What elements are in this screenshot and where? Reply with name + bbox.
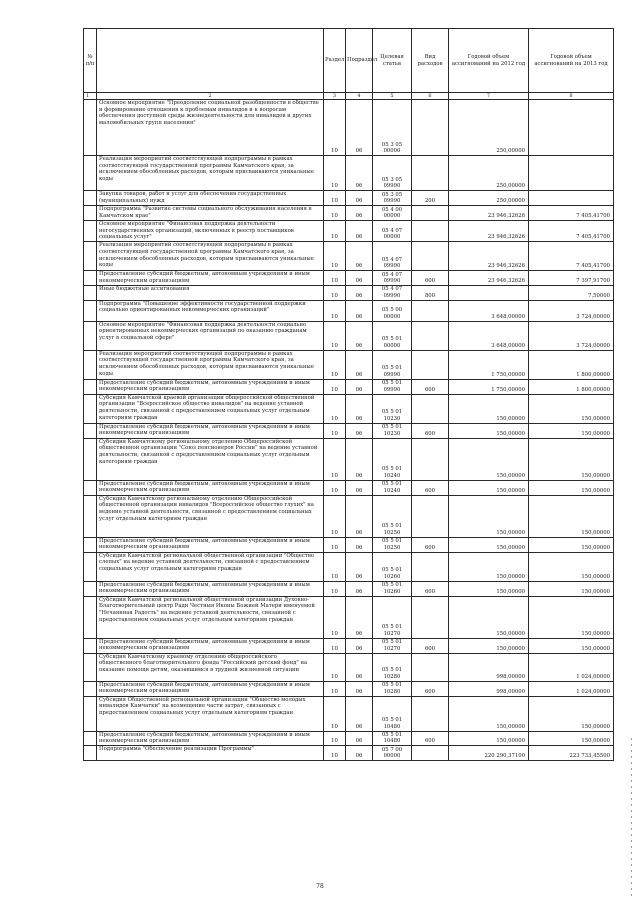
column-number: 2: [97, 93, 324, 100]
col-number-cell: [84, 581, 97, 596]
table-row: [84, 242, 614, 271]
col-number-cell: [84, 596, 97, 638]
row-amount-2013: 150,00000: [529, 394, 614, 423]
col-number-cell: [84, 242, 97, 271]
col-number-cell: [84, 221, 97, 242]
table-row: [84, 423, 614, 438]
row-amount-2012: 3 648,00000: [449, 321, 529, 350]
row-amount-2012: 250,00000: [449, 191, 529, 206]
row-target-article: 05 5 01 10240: [373, 480, 412, 495]
col-number-cell: [84, 653, 97, 681]
row-podrazdel: 06: [346, 350, 373, 379]
row-target-article: 05 5 01 10270: [373, 638, 412, 653]
row-expense-type: 600: [412, 638, 449, 653]
col-number-cell: [84, 271, 97, 286]
table-row: [84, 480, 614, 495]
table-row: [84, 681, 614, 696]
row-name: Субсидия Камчатской региональной общественной организации "Общество слепых" на ведение уставной деятельности, связанной с предоставлением социальных услуг отдельным категориям граждан: [97, 552, 324, 581]
row-podrazdel: 06: [346, 681, 373, 696]
table-row: [84, 596, 614, 638]
row-target-article: 05 3 05 09990: [373, 191, 412, 206]
row-expense-type: [412, 300, 449, 321]
row-razdel: 10: [324, 696, 346, 731]
row-amount-2012: 23 946,32626: [449, 242, 529, 271]
col-number-cell: [84, 191, 97, 206]
row-name: Подпрограмма "Обеспечение реализации Программы": [97, 745, 324, 760]
row-name: Предоставление субсидий бюджетным, автономным учреждениям и иным некоммерческим организациям: [97, 379, 324, 394]
row-amount-2012: 150,00000: [449, 731, 529, 745]
column-numbers-row: [84, 93, 614, 100]
row-expense-type: [412, 552, 449, 581]
table-row: [84, 379, 614, 394]
row-amount-2013: 150,00000: [529, 537, 614, 552]
row-expense-type: 600: [412, 731, 449, 745]
row-amount-2013: 223 733,45500: [529, 745, 614, 760]
row-expense-type: 600: [412, 581, 449, 596]
row-name: Предоставление субсидий бюджетным, автономным учреждениям и иным некоммерческим организациям: [97, 423, 324, 438]
row-amount-2013: 150,00000: [529, 423, 614, 438]
row-razdel: 10: [324, 731, 346, 745]
row-amount-2012: 998,00000: [449, 653, 529, 681]
row-amount-2013: 150,00000: [529, 495, 614, 537]
header-col-number: № п/п: [84, 29, 97, 93]
row-razdel: 10: [324, 638, 346, 653]
row-amount-2012: 150,00000: [449, 438, 529, 480]
row-podrazdel: 06: [346, 221, 373, 242]
col-number-cell: [84, 438, 97, 480]
col-number-cell: [84, 696, 97, 731]
row-expense-type: [412, 206, 449, 221]
column-number: 1: [84, 93, 97, 100]
row-amount-2013: 7 405,41700: [529, 242, 614, 271]
row-amount-2012: 1 750,00000: [449, 350, 529, 379]
col-number-cell: [84, 495, 97, 537]
row-expense-type: [412, 438, 449, 480]
row-name: Подпрограмма "Развитие системы социального обслуживания населения в Камчатском крае": [97, 206, 324, 221]
row-amount-2012: 150,00000: [449, 696, 529, 731]
table-row: [84, 300, 614, 321]
row-name: Предоставление субсидий бюджетным, автономным учреждениям и иным некоммерческим организациям: [97, 581, 324, 596]
row-expense-type: [412, 156, 449, 191]
row-expense-type: [412, 745, 449, 760]
row-expense-type: [412, 495, 449, 537]
row-name: Субсидия Камчатскому краевому отделению общероссийского общественного благотворительного фонда "Российский детский фонд" на оказание помощи детям, оказавшимся в трудной жизненной ситуации: [97, 653, 324, 681]
col-number-cell: [84, 379, 97, 394]
row-razdel: 10: [324, 221, 346, 242]
row-razdel: 10: [324, 423, 346, 438]
row-amount-2012: 250,00000: [449, 156, 529, 191]
row-podrazdel: 06: [346, 696, 373, 731]
row-target-article: 05 5 01 10480: [373, 696, 412, 731]
row-target-article: 05 5 01 10230: [373, 394, 412, 423]
row-name: Реализация мероприятий соответствующей подпрограммы в рамках соответствующей государственной программы Камчатского края, за исключением обособленных расходов, которым присваиваются уникальные коды: [97, 156, 324, 191]
row-podrazdel: 06: [346, 495, 373, 537]
row-amount-2013: 1 024,00000: [529, 681, 614, 696]
row-podrazdel: 06: [346, 423, 373, 438]
row-razdel: 10: [324, 480, 346, 495]
row-amount-2013: 7 397,91700: [529, 271, 614, 286]
row-expense-type: 800: [412, 286, 449, 300]
row-expense-type: [412, 100, 449, 156]
row-target-article: 05 5 01 10280: [373, 681, 412, 696]
col-number-cell: [84, 350, 97, 379]
column-number: 6: [412, 93, 449, 100]
col-number-cell: [84, 537, 97, 552]
row-amount-2012: [449, 286, 529, 300]
row-name: Предоставление субсидий бюджетным, автономным учреждениям и иным некоммерческим организациям: [97, 681, 324, 696]
col-number-cell: [84, 394, 97, 423]
row-razdel: 10: [324, 596, 346, 638]
column-number: 3: [324, 93, 346, 100]
row-amount-2013: 1 800,00000: [529, 379, 614, 394]
page-number: 78: [316, 883, 324, 890]
row-razdel: 10: [324, 191, 346, 206]
row-razdel: 10: [324, 100, 346, 156]
row-razdel: 10: [324, 581, 346, 596]
header-col-razdel: Раздел: [324, 29, 346, 93]
row-name: Субсидия Камчатской краевой организации общероссийской общественной организации "Всероссийское общество инвалидов" на ведение уставной деятельности, связанной с предоставлением социальных услуг отдельным категориям граждан: [97, 394, 324, 423]
row-target-article: 05 5 01 09990: [373, 379, 412, 394]
row-amount-2012: 23 946,32626: [449, 206, 529, 221]
row-podrazdel: 06: [346, 596, 373, 638]
row-target-article: 05 4 07 09990: [373, 271, 412, 286]
row-amount-2013: 7,50000: [529, 286, 614, 300]
row-expense-type: 600: [412, 271, 449, 286]
row-razdel: 10: [324, 156, 346, 191]
row-target-article: 05 5 01 10280: [373, 653, 412, 681]
row-target-article: 05 3 05 09990: [373, 156, 412, 191]
row-amount-2012: 150,00000: [449, 537, 529, 552]
col-number-cell: [84, 681, 97, 696]
row-podrazdel: 06: [346, 745, 373, 760]
row-amount-2012: 150,00000: [449, 638, 529, 653]
table-row: [84, 438, 614, 480]
row-target-article: 05 5 01 10230: [373, 423, 412, 438]
row-name: Предоставление субсидий бюджетным, автономным учреждениям и иным некоммерческим организациям: [97, 271, 324, 286]
row-razdel: 10: [324, 537, 346, 552]
row-name: Основное мероприятие "Преодоление социальной разобщенности в обществе и формирование отношения к проблемам инвалидов и к вопросам обеспечения доступной среды жизнедеятельности для инвалидов и других маломобильных групп населения": [97, 100, 324, 156]
table-row: [84, 394, 614, 423]
row-razdel: 10: [324, 350, 346, 379]
table-row: [84, 745, 614, 760]
row-target-article: 05 3 05 00000: [373, 100, 412, 156]
row-amount-2013: 150,00000: [529, 552, 614, 581]
row-expense-type: [412, 696, 449, 731]
row-podrazdel: 06: [346, 438, 373, 480]
col-number-cell: [84, 321, 97, 350]
col-number-cell: [84, 423, 97, 438]
budget-table: [83, 28, 614, 761]
column-number: 5: [373, 93, 412, 100]
column-number: 8: [529, 93, 614, 100]
row-podrazdel: 06: [346, 191, 373, 206]
row-razdel: 10: [324, 271, 346, 286]
row-amount-2012: 150,00000: [449, 480, 529, 495]
col-number-cell: [84, 100, 97, 156]
row-podrazdel: 06: [346, 321, 373, 350]
row-amount-2013: [529, 191, 614, 206]
column-number: 7: [449, 93, 529, 100]
row-amount-2013: 150,00000: [529, 638, 614, 653]
row-target-article: 05 5 01 10250: [373, 495, 412, 537]
row-name: Подпрограмма "Повышение эффективности государственной поддержки социально ориентированных некоммерческих организаций": [97, 300, 324, 321]
row-target-article: 05 5 01 09990: [373, 350, 412, 379]
row-amount-2012: 3 648,00000: [449, 300, 529, 321]
row-name: Закупка товаров, работ и услуг для обеспечения государственных (муниципальных) нужд: [97, 191, 324, 206]
column-number: 4: [346, 93, 373, 100]
row-name: Субсидия Камчатскому региональному отделению Общероссийской общественной организации инвалидов "Всероссийское общество глухих" на ведение уставной деятельности, связанной с предоставлением социальных услуг отдельным категориям граждан: [97, 495, 324, 537]
row-razdel: 10: [324, 286, 346, 300]
row-amount-2013: 150,00000: [529, 596, 614, 638]
table-row: [84, 156, 614, 191]
row-name: Реализация мероприятий соответствующей подпрограммы в рамках соответствующей государственной программы Камчатского края, за исключением обособленных расходов, которым присваиваются уникальные коды: [97, 350, 324, 379]
row-expense-type: 600: [412, 480, 449, 495]
row-podrazdel: 06: [346, 537, 373, 552]
row-razdel: 10: [324, 300, 346, 321]
row-amount-2013: 150,00000: [529, 480, 614, 495]
row-expense-type: [412, 394, 449, 423]
row-expense-type: [412, 596, 449, 638]
row-razdel: 10: [324, 495, 346, 537]
col-number-cell: [84, 552, 97, 581]
row-podrazdel: 06: [346, 379, 373, 394]
row-podrazdel: 06: [346, 581, 373, 596]
row-razdel: 10: [324, 681, 346, 696]
row-expense-type: 600: [412, 379, 449, 394]
row-expense-type: 200: [412, 191, 449, 206]
col-number-cell: [84, 745, 97, 760]
row-podrazdel: 06: [346, 242, 373, 271]
row-target-article: 05 5 00 00000: [373, 300, 412, 321]
row-name: Предоставление субсидий бюджетным, автономным учреждениям и иным некоммерческим организациям: [97, 537, 324, 552]
row-podrazdel: 06: [346, 271, 373, 286]
row-amount-2012: 1 750,00000: [449, 379, 529, 394]
row-podrazdel: 06: [346, 653, 373, 681]
row-name: Субсидия Камчатскому региональному отделению Общероссийской общественной организации "Союз пенсионеров России" на ведение уставной деятельности, связанной с предоставлением социальных услуг отдельным категориям граждан: [97, 438, 324, 480]
row-amount-2013: 7 405,41700: [529, 206, 614, 221]
row-expense-type: 600: [412, 537, 449, 552]
row-razdel: 10: [324, 321, 346, 350]
col-number-cell: [84, 156, 97, 191]
row-podrazdel: 06: [346, 206, 373, 221]
row-name: Основное мероприятие "Финансовая поддержка деятельности социально ориентированных некоммерческих организаций по оказанию гражданам услуг в социальной сфере": [97, 321, 324, 350]
row-amount-2013: [529, 156, 614, 191]
row-razdel: 10: [324, 242, 346, 271]
row-amount-2013: 1 800,00000: [529, 350, 614, 379]
row-amount-2012: 150,00000: [449, 423, 529, 438]
table-row: [84, 321, 614, 350]
row-podrazdel: 06: [346, 480, 373, 495]
row-target-article: 05 5 01 10480: [373, 731, 412, 745]
col-number-cell: [84, 480, 97, 495]
header-col-article: Целевая статья: [373, 29, 412, 93]
row-razdel: 10: [324, 552, 346, 581]
row-name: Иные бюджетные ассигнования: [97, 286, 324, 300]
header-col-expense-type: Вид расходов: [412, 29, 449, 93]
col-number-cell: [84, 286, 97, 300]
row-podrazdel: 06: [346, 286, 373, 300]
row-expense-type: [412, 653, 449, 681]
table-row: [84, 552, 614, 581]
row-target-article: 05 5 01 10240: [373, 438, 412, 480]
row-amount-2013: 150,00000: [529, 731, 614, 745]
row-amount-2013: 7 405,41700: [529, 221, 614, 242]
row-amount-2012: 23 946,32626: [449, 271, 529, 286]
row-name: Субсидия Общественной региональной организации "Общество молодых инвалидов Камчатки" на возмещение части затрат, связанных с предоставлением социальных услуг отдельным категориям граждан: [97, 696, 324, 731]
row-amount-2013: [529, 100, 614, 156]
col-number-cell: [84, 206, 97, 221]
row-amount-2012: 150,00000: [449, 552, 529, 581]
row-amount-2012: 250,00000: [449, 100, 529, 156]
table-row: [84, 537, 614, 552]
row-expense-type: 600: [412, 423, 449, 438]
table-row: [84, 100, 614, 156]
row-amount-2012: 150,00000: [449, 394, 529, 423]
row-name: Основное мероприятие "Финансовая поддержка деятельности негосударственных организаций, включенных в реестр поставщиков социальных услуг": [97, 221, 324, 242]
row-amount-2013: 150,00000: [529, 438, 614, 480]
row-razdel: 10: [324, 745, 346, 760]
row-razdel: 10: [324, 206, 346, 221]
row-amount-2013: 150,00000: [529, 581, 614, 596]
table-header: [84, 29, 614, 93]
row-expense-type: [412, 321, 449, 350]
table-row: [84, 271, 614, 286]
table-body: [84, 93, 614, 761]
row-amount-2012: 998,00000: [449, 681, 529, 696]
table-row: [84, 286, 614, 300]
row-amount-2013: 3 724,00000: [529, 321, 614, 350]
row-podrazdel: 06: [346, 394, 373, 423]
table-row: [84, 350, 614, 379]
row-target-article: 05 5 01 10250: [373, 537, 412, 552]
row-amount-2012: 150,00000: [449, 495, 529, 537]
col-number-cell: [84, 731, 97, 745]
table-row: [84, 696, 614, 731]
row-name: Субсидия Камчатской региональной общественной организации Духовно-Благотворительный центр Ради Честныя Иконы Божией Матери именуемой "Нечаянная Радость" на ведение уставной деятельности, связанной с предоставлением социальных услуг отдельным категориям граждан: [97, 596, 324, 638]
table-row: [84, 221, 614, 242]
col-number-cell: [84, 638, 97, 653]
row-podrazdel: 06: [346, 300, 373, 321]
row-name: Реализация мероприятий соответствующей подпрограммы в рамках соответствующей государственной программы Камчатского края, за исключением обособленных расходов, которым присваиваются уникальные коды: [97, 242, 324, 271]
row-target-article: 05 4 00 00000: [373, 206, 412, 221]
row-amount-2012: 23 946,32626: [449, 221, 529, 242]
table-row: [84, 191, 614, 206]
row-expense-type: 600: [412, 681, 449, 696]
row-amount-2012: 220 290,37100: [449, 745, 529, 760]
row-razdel: 10: [324, 379, 346, 394]
row-podrazdel: 06: [346, 552, 373, 581]
row-razdel: 10: [324, 438, 346, 480]
row-razdel: 10: [324, 653, 346, 681]
margin-scan-mark: [631, 738, 632, 898]
table-row: [84, 638, 614, 653]
row-expense-type: [412, 242, 449, 271]
header-col-podrazdel: Подраздел: [346, 29, 373, 93]
row-amount-2013: 3 724,00000: [529, 300, 614, 321]
header-col-2013: Годовой объем ассигнований на 2013 год: [529, 29, 614, 93]
row-target-article: 05 4 07 09990: [373, 286, 412, 300]
row-target-article: 05 7 00 00000: [373, 745, 412, 760]
table-row: [84, 495, 614, 537]
table-row: [84, 653, 614, 681]
table-row: [84, 581, 614, 596]
row-podrazdel: 06: [346, 156, 373, 191]
table-row: [84, 731, 614, 745]
row-razdel: 10: [324, 394, 346, 423]
header-col-name: [97, 29, 324, 93]
row-name: Предоставление субсидий бюджетным, автономным учреждениям и иным некоммерческим организациям: [97, 638, 324, 653]
col-number-cell: [84, 300, 97, 321]
row-target-article: 05 4 07 09990: [373, 242, 412, 271]
row-amount-2013: 1 024,00000: [529, 653, 614, 681]
row-amount-2013: 150,00000: [529, 696, 614, 731]
row-target-article: 05 5 01 10270: [373, 596, 412, 638]
row-target-article: 05 5 01 00000: [373, 321, 412, 350]
row-amount-2012: 150,00000: [449, 581, 529, 596]
row-name: Предоставление субсидий бюджетным, автономным учреждениям и иным некоммерческим организациям: [97, 480, 324, 495]
row-name: Предоставление субсидий бюджетным, автономным учреждениям и иным некоммерческим организациям: [97, 731, 324, 745]
row-expense-type: [412, 221, 449, 242]
table-row: [84, 206, 614, 221]
header-col-2012: Годовой объем ассигнований на 2012 год: [449, 29, 529, 93]
row-expense-type: [412, 350, 449, 379]
row-podrazdel: 06: [346, 638, 373, 653]
row-target-article: 05 5 01 10260: [373, 581, 412, 596]
row-amount-2012: 150,00000: [449, 596, 529, 638]
row-podrazdel: 06: [346, 100, 373, 156]
row-target-article: 05 4 07 00000: [373, 221, 412, 242]
row-target-article: 05 5 01 10260: [373, 552, 412, 581]
row-podrazdel: 06: [346, 731, 373, 745]
